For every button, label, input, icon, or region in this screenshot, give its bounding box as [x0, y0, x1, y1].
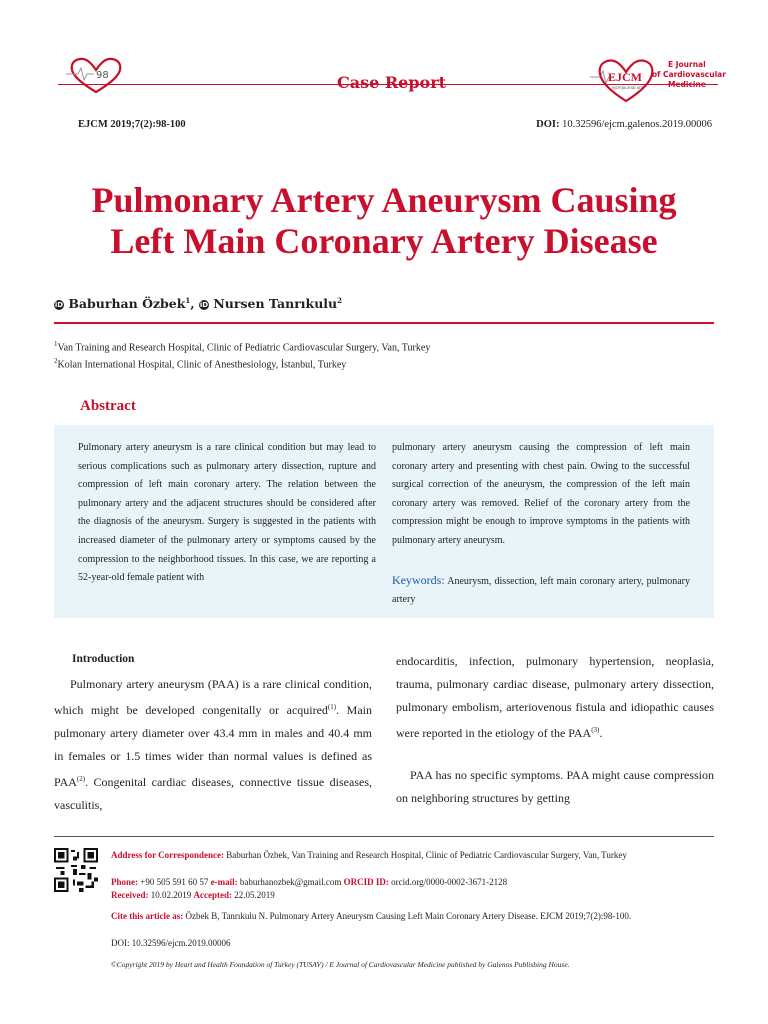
page-number: 98: [96, 70, 109, 81]
cite-text: Özbek B, Tanrıkulu N. Pulmonary Artery Aneurysm Causing Left Main Coronary Artery Disease. EJCM 2019;7(2):98-100.: [185, 911, 632, 921]
cite-doi[interactable]: DOI: 10.32596/ejcm.2019.00006: [111, 938, 231, 948]
logo-url: ejcmjournal.org: [612, 85, 644, 90]
affiliation-1-number: 1: [54, 340, 58, 348]
doi-label: DOI:: [536, 119, 560, 130]
accepted-label: Accepted:: [193, 890, 232, 900]
contact-line: [111, 876, 711, 890]
correspondence-address: [111, 849, 711, 863]
affiliation-1: [54, 340, 430, 353]
qr-code-icon[interactable]: [54, 848, 98, 892]
received-date: 10.02.2019: [150, 890, 192, 900]
address-text: Baburhan Özbek, Van Training and Research Hospital, Clinic of Pediatric Cardiovascular Surgery, Van, Turkey: [226, 850, 627, 860]
cite-label: Cite this article as:: [111, 911, 184, 921]
affiliation-2-number: 2: [54, 357, 58, 365]
abstract-heading: Abstract: [80, 398, 136, 414]
doi: [536, 119, 712, 130]
affiliation-2-text: Kolan International Hospital, Clinic of Anesthesiology, İstanbul, Turkey: [57, 359, 347, 371]
article-title: [40, 180, 728, 262]
keywords: [392, 571, 690, 609]
orcid-link[interactable]: orcid.org/0000-0002-3671-2128: [391, 877, 508, 887]
copyright-notice: ©Copyright 2019 by Heart and Health Foundation of Turkey (TUSAV) / E Journal of Cardiovascular Medicine published by Galenos Publishing House.: [111, 960, 570, 969]
reference-3[interactable]: (3): [591, 726, 600, 735]
author-rule: [54, 322, 714, 324]
author-2-affil: 2: [337, 296, 342, 305]
cite-as: [111, 910, 711, 924]
reference-1[interactable]: (1): [327, 703, 337, 712]
orcid-icon[interactable]: iD: [199, 301, 209, 310]
author-1-affil: 1: [185, 296, 191, 305]
abstract-right-column: pulmonary artery aneurysm causing the compression of left main coronary artery and presenting with chest pain. Owing to the successful surgical correction of the aneurysm, the compression of the left main coronary artery was removed. Relief of the coronary artery from the compression might be enough to improve symptoms in the patients with pulmonary artery aneurysm.: [392, 442, 690, 546]
dates-line: [111, 889, 711, 903]
journal-name-1: E Journal: [668, 60, 706, 69]
body-right-paragraph-1: [396, 650, 714, 745]
accepted-date: 22.05.2019: [234, 890, 275, 900]
keywords-list: Aneurysm, dissection, left main coronary artery, pulmonary artery: [392, 576, 690, 605]
orcid-icon[interactable]: iD: [54, 301, 64, 310]
author-1: Baburhan Özbek: [68, 296, 186, 312]
address-label: Address for Correspondence:: [111, 850, 224, 860]
body-text: Pulmonary artery aneurysm (PAA) is a rare clinical condition, which might be developed congenitally or acquired: [54, 677, 372, 718]
body-left-column: [54, 673, 372, 818]
email-label: e-mail:: [210, 877, 238, 887]
logo-acronym: EJCM: [608, 70, 642, 84]
orcid-label: ORCID ID:: [343, 877, 389, 887]
journal-name-2: of Cardiovascular: [652, 70, 726, 79]
body-text: . Congenital cardiac diseases, connective tissue diseases, vasculitis,: [54, 775, 372, 813]
section-heading-introduction: Introduction: [72, 653, 135, 665]
reference-2[interactable]: (2): [76, 775, 86, 784]
phone-text: +90 505 591 60 57: [140, 877, 209, 887]
doi-value[interactable]: 10.32596/ejcm.galenos.2019.00006: [562, 119, 712, 130]
affiliation-2: [54, 357, 346, 370]
body-text: . Main pulmonary artery diameter over 43.4 mm in males and 40.4 mm in females or 1.5 times wider than normal values is defined as PAA: [54, 703, 372, 790]
body-text: .: [599, 726, 603, 741]
affiliation-1-text: Van Training and Research Hospital, Clinic of Pediatric Cardiovascular Surgery, Van, Turkey: [57, 342, 431, 354]
phone-label: Phone:: [111, 877, 138, 887]
keywords-label: Keywords:: [392, 573, 445, 587]
title-line-2: Left Main Coronary Artery Disease: [110, 221, 658, 261]
abstract-left-column: Pulmonary artery aneurysm is a rare clinical condition but may lead to serious complications such as pulmonary artery dissection, rupture and compression of left main coronary artery. The relation between the pulmonary artery and the adjacent structures should be considered after the diagnosis of the aneurysm. Surgery is suggested in the patients with increased diameter of the pulmonary artery or symptoms caused by the compression to the neighborhood tissues. In this case, we are reporting a 52-year-old female patient with: [78, 442, 376, 584]
journal-logo: [590, 55, 730, 105]
ecg-line-icon: [66, 68, 94, 80]
title-line-1: Pulmonary Artery Aneurysm Causing: [91, 180, 677, 220]
author-separator: ,: [190, 296, 195, 312]
author-2: Nursen Tanrıkulu: [213, 296, 338, 312]
journal-name-3: Medicine: [668, 80, 706, 89]
journal-citation: EJCM 2019;7(2):98-100: [78, 119, 186, 130]
received-label: Received:: [111, 890, 149, 900]
footer-rule: [54, 836, 714, 837]
author-list: [54, 296, 342, 311]
email-link[interactable]: baburhanozbek@gmail.com: [239, 877, 342, 887]
page-number-heart-badge: [66, 56, 126, 96]
article-type: Case Report: [337, 73, 447, 92]
body-right-paragraph-2: PAA has no specific symptoms. PAA might cause compression on neighboring structures by getting: [396, 768, 714, 806]
body-text: endocarditis, infection, pulmonary hypertension, neoplasia, trauma, pulmonary cardiac disease, pulmonary artery dissection, pulmonary embolism, arteriovenous fistula and idiopathic causes were reported in the etiology of the PAA: [396, 654, 714, 741]
